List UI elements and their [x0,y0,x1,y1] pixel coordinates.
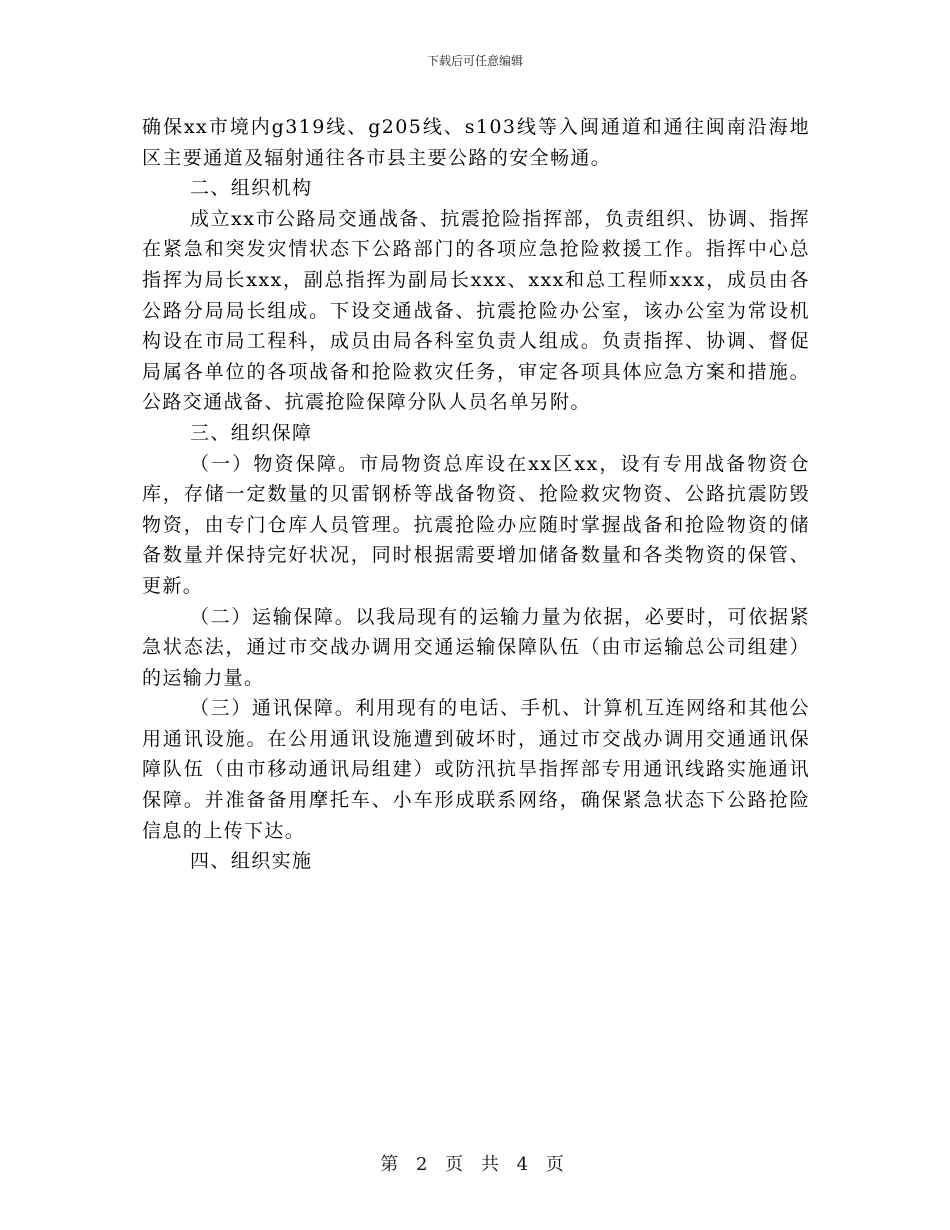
document-body [142,112,810,877]
paragraph: （二）运输保障。以我局现有的运输力量为依据，必要时，可依据紧急状态法，通过市交战办调用交通运输保障队伍（由市运输总公司组建）的运输力量。 [142,605,810,689]
page-header: 下载后可任意编辑 [426,54,523,68]
paragraph: 确保xx市境内g319线、g205线、s103线等入闽通道和通往闽南沿海地区主要通道及辐射通往各市县主要公路的安全畅通。 [142,116,810,169]
section-heading: 四、组织实施 [190,850,313,873]
section-heading: 三、组织保障 [190,421,313,444]
paragraph: （三）通讯保障。利用现有的电话、手机、计算机互连网络和其他公用通讯设施。在公用通讯设施遭到破坏时，通过市交战办调用交通通讯保障队伍（由市移动通讯局组建）或防汛抗旱指挥部专用通讯线路实施通讯保障。并准备备用摩托车、小车形成联系网络，确保紧急状态下公路抢险信息的上传下达。 [142,697,810,842]
page-number: 第 2 页 共 4 页 [380,1154,570,1175]
section-heading: 二、组织机构 [190,177,313,200]
paragraph: （一）物资保障。市局物资总库设在xx区xx，设有专用战备物资仓库，存储一定数量的贝雷钢桥等战备物资、抢险救灾物资、公路抗震防毁物资，由专门仓库人员管理。抗震抢险办应随时掌握战备和抢险物资的储备数量并保持完好状况，同时根据需要增加储备数量和各类物资的保管、更新。 [142,452,810,597]
paragraph: 成立xx市公路局交通战备、抗震抢险指挥部，负责组织、协调、指挥在紧急和突发灾情状态下公路部门的各项应急抢险救援工作。指挥中心总指挥为局长xxx，副总指挥为副局长xxx、xxx和总工程师xxx，成员由各公路分局局长组成。下设交通战备、抗震抢险办公室，该办公室为常设机构设在市局工程科，成员由局各科室负责人组成。负责指挥、协调、督促局属各单位的各项战备和抢险救灾任务，审定各项具体应急方案和措施。公路交通战备、抗震抢险保障分队人员名单另附。 [142,207,810,414]
